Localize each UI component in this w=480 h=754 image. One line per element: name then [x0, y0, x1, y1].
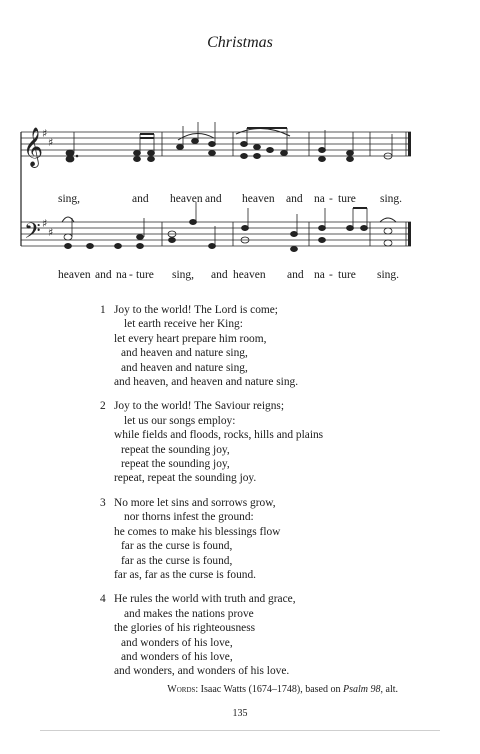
bass-clef: 𝄢: [24, 219, 41, 249]
verse-1: [100, 303, 440, 389]
treble-lyric: and: [286, 193, 303, 205]
bass-lyric: na: [314, 269, 325, 281]
bass-lyric: -: [329, 269, 333, 281]
verse-line: let every heart prepare him room,: [114, 332, 267, 345]
treble-lyric: na: [314, 193, 325, 205]
section-title: Christmas: [207, 34, 273, 51]
verse-line: and heaven and nature sing,: [121, 347, 248, 360]
verse-line: and heaven and nature sing,: [121, 361, 248, 374]
verse-line: and makes the nations prove: [124, 607, 254, 620]
treble-lyric: heaven: [242, 193, 275, 205]
page-number: 135: [232, 708, 248, 719]
svg-text:♯: ♯: [42, 217, 48, 230]
verse-line: let earth receive her King:: [124, 318, 243, 331]
verse-number: 3: [100, 496, 106, 509]
verse-line: and wonders, and wonders of his love.: [114, 665, 290, 678]
svg-text:♯: ♯: [48, 226, 54, 239]
verse-line: while fields and floods, rocks, hills and plains: [114, 429, 324, 442]
credit-psalm: Psalm 98: [343, 684, 381, 695]
svg-text:♯: ♯: [48, 136, 54, 149]
verse-2: [100, 399, 440, 485]
bass-lyric: and: [211, 269, 228, 281]
verse-line: far as, far as the curse is found.: [114, 568, 257, 581]
verse-3: [100, 496, 440, 582]
bass-lyric: ture: [136, 269, 154, 281]
verse-line: and wonders of his love,: [121, 636, 233, 649]
bass-lyric: heaven: [233, 269, 266, 281]
treble-lyric: ture: [338, 193, 356, 205]
music-score: [0, 118, 480, 293]
verse-line: nor thorns infest the ground:: [124, 511, 254, 524]
bass-lyric: ture: [338, 269, 356, 281]
treble-lyric: sing,: [58, 193, 81, 205]
verse-line: and heaven, and heaven and nature sing.: [114, 376, 299, 389]
verse-line: repeat the sounding joy,: [121, 443, 230, 456]
verse-line: Joy to the world! The Lord is come;: [114, 304, 278, 316]
bass-lyric: and: [287, 269, 304, 281]
treble-lyric: and: [132, 193, 149, 205]
bass-lyric: -: [129, 269, 133, 281]
svg-text:♯: ♯: [42, 127, 48, 140]
treble-lyric: -: [329, 193, 333, 205]
verse-line: He rules the world with truth and grace,: [114, 593, 296, 606]
bass-lyric: and: [95, 269, 112, 281]
verses: [100, 303, 440, 689]
credit-label: Words: [167, 684, 196, 695]
words-credit: [167, 684, 398, 695]
verse-line: repeat, repeat the sounding joy.: [114, 472, 257, 485]
credit-author: : Isaac Watts (1674–1748), based on: [195, 684, 343, 695]
treble-lyric: heaven: [170, 193, 203, 205]
verse-number: 4: [100, 593, 106, 606]
verse-line: far as the curse is found,: [121, 554, 233, 567]
bass-lyric: sing,: [172, 269, 195, 281]
treble-lyric: sing.: [380, 193, 403, 205]
verse-number: 1: [100, 304, 106, 316]
verse-line: let us our songs employ:: [124, 414, 236, 427]
footer-rule: [40, 730, 440, 731]
verse-number: 2: [100, 400, 106, 413]
verse-line: far as the curse is found,: [121, 540, 233, 553]
treble-clef: 𝄞: [23, 127, 44, 167]
bass-lyric: heaven: [58, 269, 91, 281]
verse-line: repeat the sounding joy,: [121, 458, 230, 471]
bass-lyric: sing.: [377, 269, 400, 281]
verse-line: No more let sins and sorrows grow,: [114, 496, 276, 509]
verse-line: he comes to make his blessings flow: [114, 525, 281, 538]
bass-lyric: na: [116, 269, 127, 281]
verse-4: [100, 592, 440, 678]
verse-line: the glories of his righteousness: [114, 622, 256, 635]
verse-line: Joy to the world! The Saviour reigns;: [114, 400, 284, 413]
treble-lyric: and: [205, 193, 222, 205]
credit-suffix: , alt.: [380, 684, 398, 695]
verse-line: and wonders of his love,: [121, 650, 233, 663]
